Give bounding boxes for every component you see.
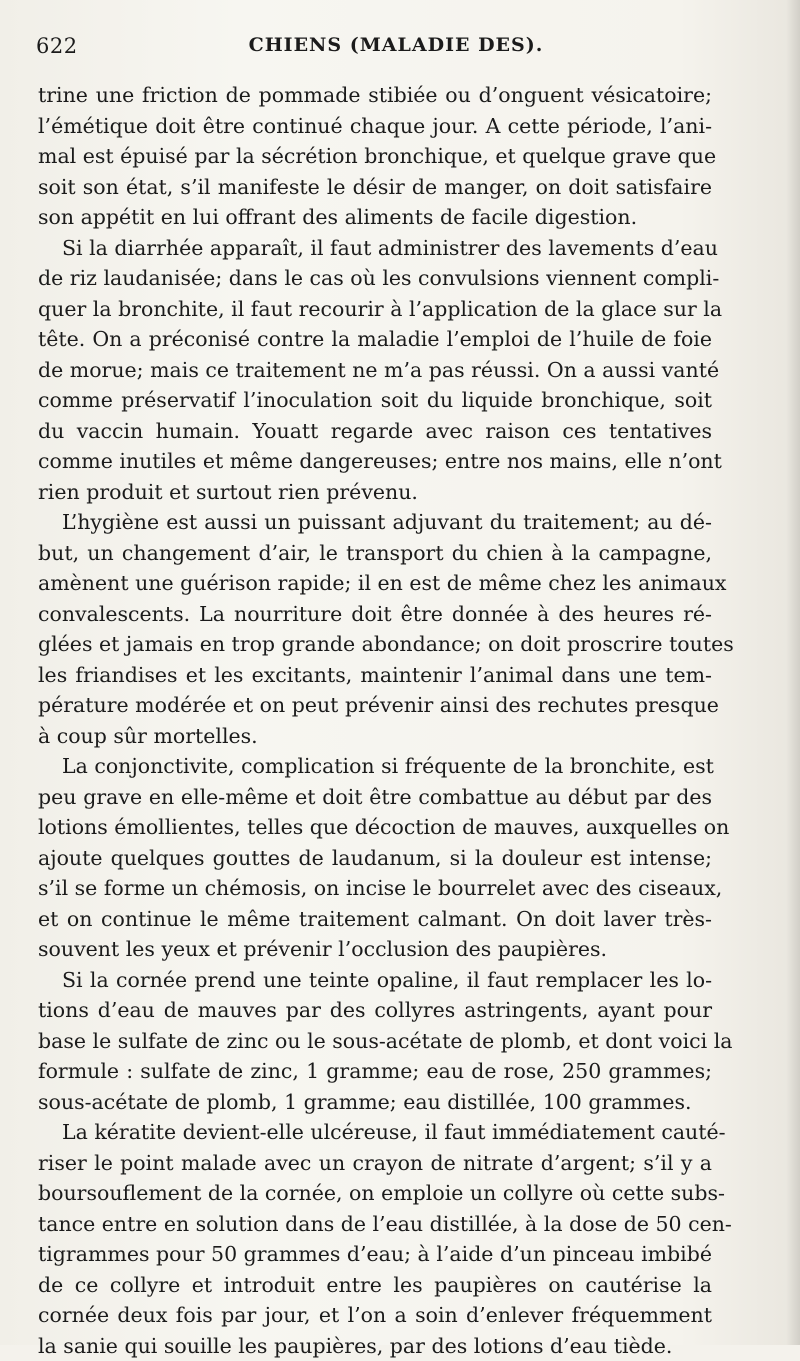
text-line: glées et jamais en trop grande abondance; on doit proscrire toutes	[38, 629, 712, 660]
text-line: les friandises et les excitants, maintenir l’animal dans une tem-	[38, 660, 712, 691]
text-line: ajoute quelques gouttes de laudanum, si la douleur est intense;	[38, 843, 712, 874]
text-line: L’hygiène est aussi un puissant adjuvant du traitement; au dé-	[38, 507, 712, 538]
text-line: riser le point malade avec un crayon de nitrate d’argent; s’il y a	[38, 1148, 712, 1179]
text-line: tance entre en solution dans de l’eau distillée, à la dose de 50 cen-	[38, 1209, 712, 1240]
text-line: soit son état, s’il manifeste le désir de manger, on doit satisfaire	[38, 172, 712, 203]
text-line: l’émétique doit être continué chaque jour. A cette période, l’ani-	[38, 111, 712, 142]
text-line: et on continue le même traitement calmant. On doit laver très-	[38, 904, 712, 935]
text-line: formule : sulfate de zinc, 1 gramme; eau de rose, 250 grammes;	[38, 1056, 712, 1087]
text-line: de riz laudanisée; dans le cas où les convulsions viennent compli-	[38, 263, 712, 294]
text-line: La kératite devient-elle ulcéreuse, il faut immédiatement cauté-	[38, 1117, 712, 1148]
text-line: cornée deux fois par jour, et l’on a soin d’enlever fréquemment	[38, 1300, 712, 1331]
page-gutter-shadow	[786, 0, 800, 1345]
text-line: convalescents. La nourriture doit être donnée à des heures ré-	[38, 599, 712, 630]
text-line: but, un changement d’air, le transport du chien à la campagne,	[38, 538, 712, 569]
text-line: tigrammes pour 50 grammes d’eau; à l’aide d’un pinceau imbibé	[38, 1239, 712, 1270]
text-line: comme inutiles et même dangereuses; entre nos mains, elle n’ont	[38, 446, 712, 477]
text-line: peu grave en elle-même et doit être combattue au début par des	[38, 782, 712, 813]
text-line: mal est épuisé par la sécrétion bronchique, et quelque grave que	[38, 141, 712, 172]
text-line: son appétit en lui offrant des aliments de facile digestion.	[38, 202, 712, 233]
text-line: s’il se forme un chémosis, on incise le bourrelet avec des ciseaux,	[38, 873, 712, 904]
text-line: amènent une guérison rapide; il en est de même chez les animaux	[38, 568, 712, 599]
text-line: souvent les yeux et prévenir l’occlusion des paupières.	[38, 934, 712, 965]
text-line: rien produit et surtout rien prévenu.	[38, 477, 712, 508]
text-line: lotions émollientes, telles que décoction de mauves, auxquelles on	[38, 812, 712, 843]
text-line: trine une friction de pommade stibiée ou d’onguent vésicatoire;	[38, 80, 712, 111]
text-line: de morue; mais ce traitement ne m’a pas réussi. On a aussi vanté	[38, 355, 712, 386]
text-line: tête. On a préconisé contre la maladie l’emploi de l’huile de foie	[38, 324, 712, 355]
text-line: Si la diarrhée apparaît, il faut administrer des lavements d’eau	[38, 233, 712, 264]
running-title: CHIENS (MALADIE DES).	[36, 34, 756, 56]
text-line: à coup sûr mortelles.	[38, 721, 712, 752]
page-header	[36, 34, 756, 70]
text-line: quer la bronchite, il faut recourir à l’application de la glace sur la	[38, 294, 712, 325]
text-line: Si la cornée prend une teinte opaline, il faut remplacer les lo-	[38, 965, 712, 996]
page-number: 622	[36, 34, 78, 58]
text-line: base le sulfate de zinc ou le sous-acétate de plomb, et dont voici la	[38, 1026, 712, 1057]
text-line: la sanie qui souille les paupières, par des lotions d’eau tiède.	[38, 1331, 712, 1361]
text-line: sous-acétate de plomb, 1 gramme; eau distillée, 100 grammes.	[38, 1087, 712, 1118]
text-line: boursouflement de la cornée, on emploie un collyre où cette subs-	[38, 1178, 712, 1209]
text-line: La conjonctivite, complication si fréquente de la bronchite, est	[38, 751, 712, 782]
text-line: tions d’eau de mauves par des collyres astringents, ayant pour	[38, 995, 712, 1026]
text-line: de ce collyre et introduit entre les paupières on cautérise la	[38, 1270, 712, 1301]
body-text	[38, 80, 712, 1361]
text-line: du vaccin humain. Youatt regarde avec raison ces tentatives	[38, 416, 712, 447]
text-line: comme préservatif l’inoculation soit du liquide bronchique, soit	[38, 385, 712, 416]
text-line: pérature modérée et on peut prévenir ainsi des rechutes presque	[38, 690, 712, 721]
